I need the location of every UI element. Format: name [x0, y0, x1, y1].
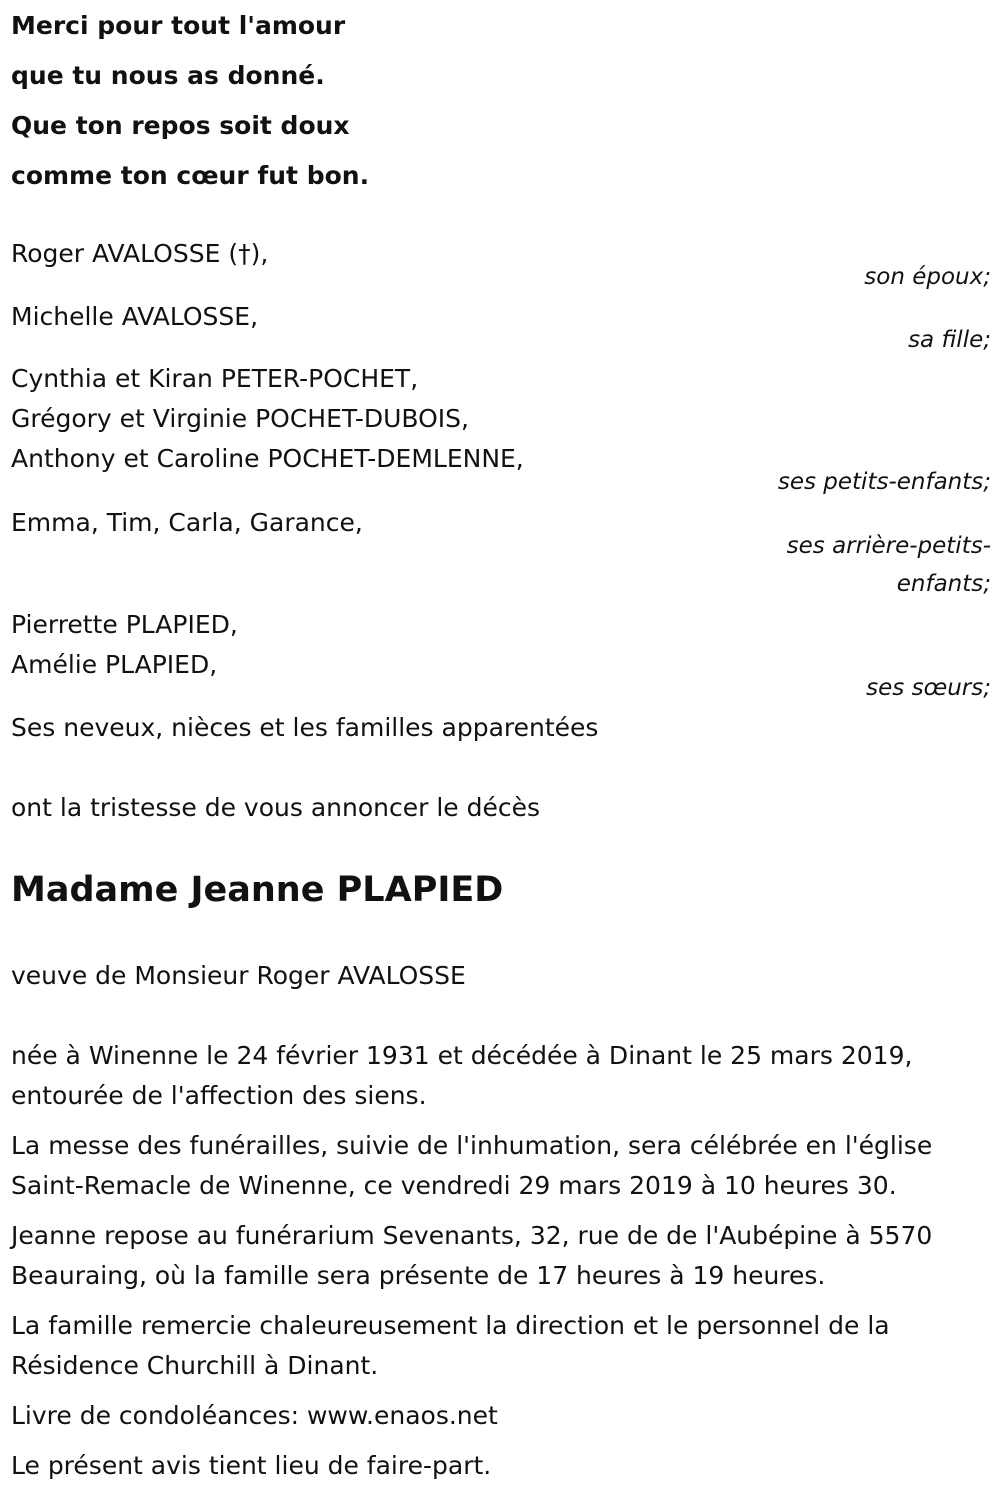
poem-line: que tu nous as donné.	[11, 61, 325, 90]
family-group-great-grandchildren	[11, 503, 991, 603]
birth-death-paragraph: née à Winenne le 24 février 1931 et décédée à Dinant le 25 mars 2019, entourée de l'affection des siens.	[11, 1041, 913, 1110]
family-relation: ses sœurs;	[866, 675, 991, 701]
poem-line: comme ton cœur fut bon.	[11, 161, 370, 190]
widow-of: veuve de Monsieur Roger AVALOSSE	[11, 961, 466, 990]
family-relation: enfants;	[896, 571, 991, 597]
family-group-spouse	[11, 234, 991, 296]
family-member-name: Michelle AVALOSSE,	[11, 302, 259, 331]
family-member-name: Anthony et Caroline POCHET-DEMLENNE,	[11, 444, 524, 473]
funerarium-paragraph: Jeanne repose au funérarium Sevenants, 32, rue de de l'Aubépine à 5570 Beauraing, où la famille sera présente de 17 heures à 19 heures.	[11, 1221, 933, 1290]
family-member-name: Emma, Tim, Carla, Garance,	[11, 508, 363, 537]
thanks-paragraph: La famille remercie chaleureusement la direction et le personnel de la Résidence Churchill à Dinant.	[11, 1311, 890, 1380]
poem	[11, 8, 369, 208]
poem-line: Que ton repos soit doux	[11, 111, 350, 140]
family-relation: ses arrière-petits-	[786, 533, 991, 559]
extended-family: Ses neveux, nièces et les familles apparentées	[11, 713, 599, 742]
deceased-name: Madame Jeanne PLAPIED	[11, 870, 504, 910]
announcement-text: ont la tristesse de vous annoncer le décès	[11, 793, 540, 822]
poem-line: Merci pour tout l'amour	[11, 11, 346, 40]
family-member-name: Amélie PLAPIED,	[11, 650, 218, 679]
family-relation: sa fille;	[908, 327, 991, 353]
obituary-notice	[11, 0, 991, 1500]
funeral-mass-paragraph: La messe des funérailles, suivie de l'inhumation, sera célébrée en l'église Saint-Remacle de Winenne, ce vendredi 29 mars 2019 à 10 heures 30.	[11, 1131, 933, 1200]
family-member-name: Roger AVALOSSE (†),	[11, 239, 269, 268]
family-member-name: Grégory et Virginie POCHET-DUBOIS,	[11, 404, 469, 433]
family-relation: son époux;	[864, 264, 991, 290]
family-group-sisters	[11, 605, 991, 707]
family-member-name: Pierrette PLAPIED,	[11, 610, 238, 639]
family-relation: ses petits-enfants;	[777, 469, 991, 495]
condolences-book: Livre de condoléances: www.enaos.net	[11, 1401, 498, 1430]
family-group-grandchildren	[11, 359, 991, 501]
family-group-daughter	[11, 297, 991, 359]
family-member-name: Cynthia et Kiran PETER-POCHET,	[11, 364, 419, 393]
notice-statement: Le présent avis tient lieu de faire-part.	[11, 1451, 492, 1480]
